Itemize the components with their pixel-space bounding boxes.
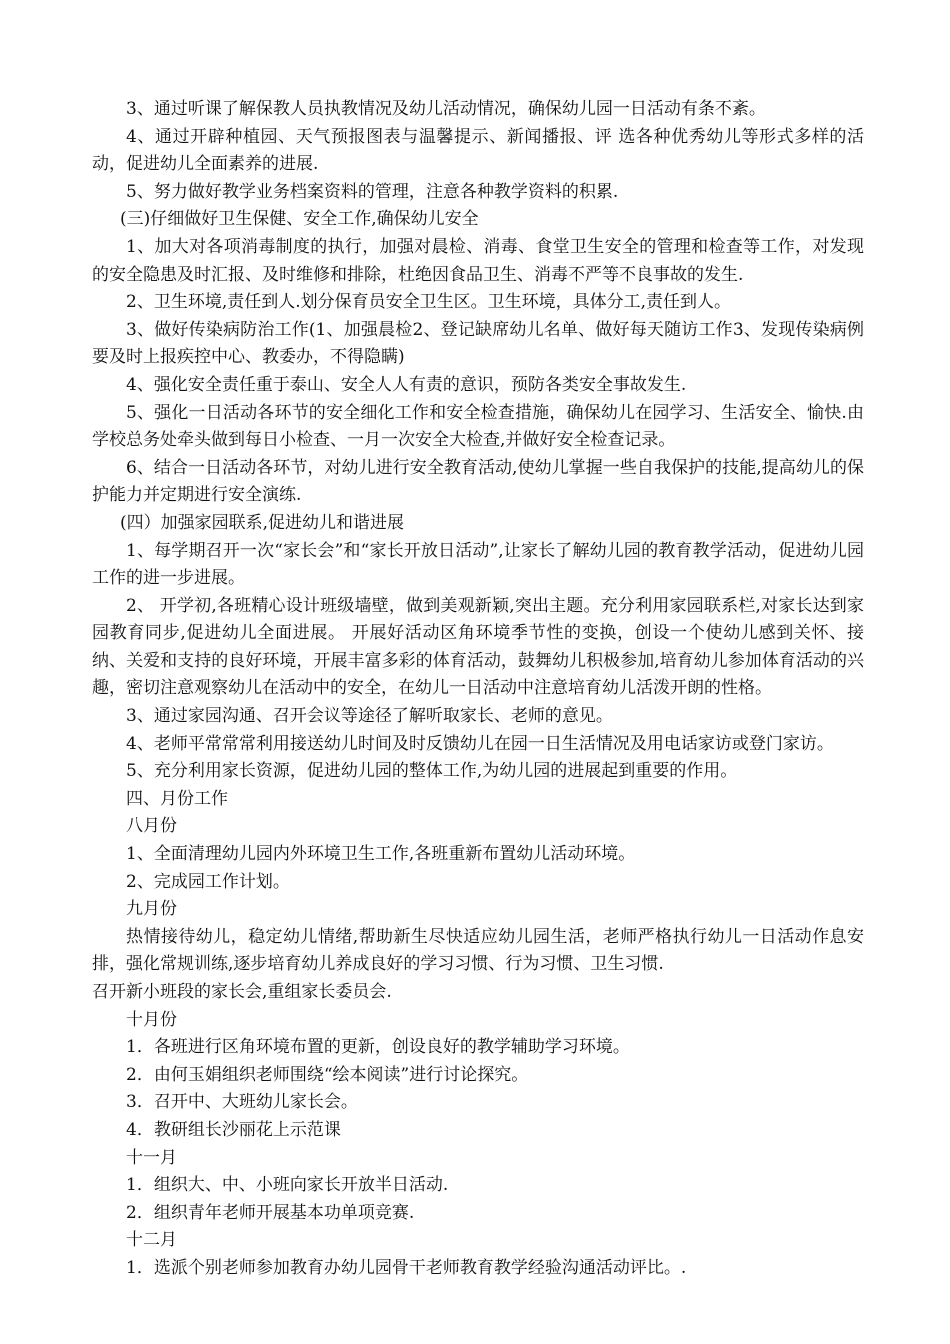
paragraph: 3、通过听课了解保教人员执教情况及幼儿活动情况，确保幼儿园一日活动有条不紊。 (126, 99, 766, 119)
paragraph: 5、充分利用家长资源，促进幼儿园的整体工作,为幼儿园的进展起到重要的作用。 (126, 761, 738, 782)
paragraph: 1．各班进行区角环境布置的更新，创设良好的教学辅助学习环境。 (126, 1037, 630, 1058)
paragraph: 5、努力做好教学业务档案资料的管理，注意各种教学资料的积累. (126, 181, 619, 202)
section-heading: (三)仔细做好卫生保健、安全工作,确保幼儿安全 (120, 209, 479, 230)
month-heading: 十一月 (126, 1147, 177, 1168)
month-heading: 十月份 (126, 1009, 177, 1030)
month-heading: 九月份 (126, 899, 177, 920)
paragraph: 6、结合一日活动各环节，对幼儿进行安全教育活动,使幼儿掌握一些自我保护的技能,提高幼儿的保护能力并定期进行安全演练. (92, 457, 864, 506)
paragraph: 1、加大对各项消毒制度的执行，加强对晨检、消毒、食堂卫生安全的管理和检查等工作，对发现的安全隐患及时汇报、及时维修和排除，杜绝因食品卫生、消毒不严等不良事故的发生. (92, 236, 864, 285)
paragraph: 2、 开学初,各班精心设计班级墙壁，做到美观新颖,突出主题。充分利用家园联系栏,对家长达到家园教育同步,促进幼儿全面进展。 开展好活动区角环境季节性的变换，创设一个使幼儿感到关怀、接纳、关爱和支持的良好环境，开展丰富多彩的体育活动，鼓舞幼儿积极参加,培育幼儿参加体育活动的兴趣，密切注意观察幼儿在活动中的安全，在幼儿一日活动中注意培育幼儿活泼开朗的性格。 (92, 595, 864, 699)
paragraph: 热情接待幼儿，稳定幼儿情绪,帮助新生尽快适应幼儿园生活，老师严格执行幼儿一日活动作息安排，强化常规训练,逐步培育幼儿养成良好的学习习惯、行为习惯、卫生习惯. (92, 926, 864, 975)
month-heading: 十二月 (126, 1230, 177, 1251)
paragraph: 1．组织大、中、小班向家长开放半日活动. (126, 1175, 449, 1196)
document-body (92, 96, 864, 1283)
paragraph: 3．召开中、大班幼儿家长会。 (126, 1092, 358, 1113)
month-heading: 八月份 (126, 816, 177, 837)
paragraph: 4、强化安全责任重于泰山、安全人人有责的意识，预防各类安全事故发生. (126, 374, 687, 395)
paragraph: 2．组织青年老师开展基本功单项竞赛. (126, 1202, 415, 1223)
paragraph: 1．选派个别老师参加教育办幼儿园骨干老师教育教学经验沟通活动评比。. (126, 1257, 687, 1278)
paragraph: 4、老师平常常常利用接送幼儿时间及时反馈幼儿在园一日生活情况及用电话家访或登门家访。 (126, 733, 834, 754)
paragraph: 5、强化一日活动各环节的安全细化工作和安全检查措施，确保幼儿在园学习、生活安全、愉快.由学校总务处牵头做到每日小检查、一月一次安全大检查,并做好安全检查记录。 (92, 402, 864, 451)
paragraph: 3、通过家园沟通、召开会议等途径了解听取家长、老师的意见。 (126, 706, 613, 727)
paragraph: 2、完成园工作计划。 (126, 871, 290, 892)
paragraph: 4．教研组长沙丽花上示范课 (126, 1119, 341, 1140)
paragraph: 2．由何玉娟组织老师围绕“绘本阅读”进行讨论探究。 (126, 1064, 529, 1085)
paragraph: 1、每学期召开一次“家长会”和“家长开放日活动”,让家长了解幼儿园的教育教学活动，促进幼儿园工作的进一步进展。 (92, 540, 864, 589)
paragraph: 召开新小班段的家长会,重组家长委员会. (92, 982, 392, 1002)
paragraph: 2、卫生环境,责任到人.划分保育员安全卫生区。卫生环境，具体分工,责任到人。 (126, 292, 732, 313)
paragraph: 4、通过开辟种植园、天气预报图表与温馨提示、新闻播报、评 选各种优秀幼儿等形式多样的活动，促进幼儿全面素养的进展. (92, 126, 864, 175)
section-heading: 四、月份工作 (126, 788, 228, 809)
paragraph: 3、做好传染病防治工作(1、加强晨检2、登记缺席幼儿名单、做好每天随访工作3、发现传染病例要及时上报疾控中心、教委办，不得隐瞒) (92, 319, 864, 368)
paragraph: 1、全面清理幼儿园内外环境卫生工作,各班重新布置幼儿活动环境。 (126, 844, 636, 865)
section-heading: (四）加强家园联系,促进幼儿和谐进展 (120, 512, 405, 533)
